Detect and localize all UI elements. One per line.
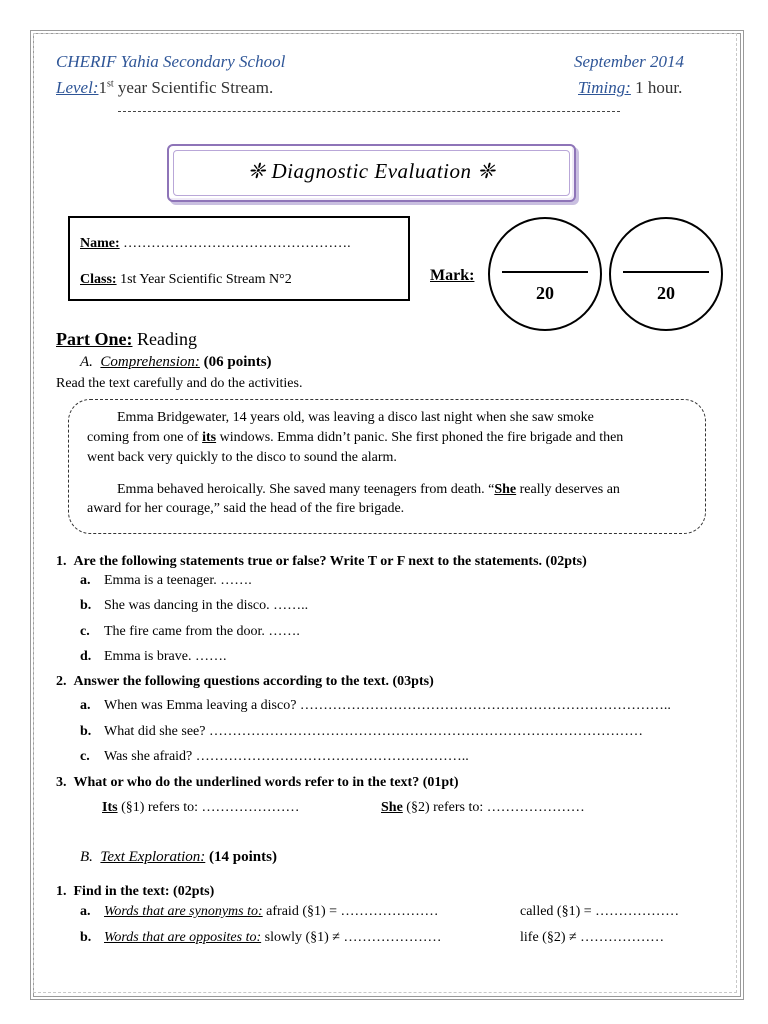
text-p1-line2 — [87, 430, 623, 446]
q2-item-b-label: b. — [80, 724, 92, 739]
title-banner — [167, 144, 576, 202]
question-3-num: 3. — [56, 775, 67, 790]
section-a-heading — [80, 354, 272, 371]
q3-its-word: Its — [102, 800, 118, 815]
part-one-label: Part One: — [56, 329, 133, 349]
header-separator — [118, 111, 620, 112]
question-2 — [56, 674, 434, 690]
q1-item-a[interactable] — [80, 573, 252, 589]
class-value: 1st Year Scientific Stream N°2 — [116, 272, 292, 287]
b-q1-item-a[interactable] — [80, 904, 439, 920]
timing-line — [578, 78, 682, 98]
b-question-1-text: Find in the text: (02pts) — [73, 884, 215, 899]
b-q1-item-b-italic: Words that are opposites to: — [104, 930, 262, 945]
level-line — [56, 78, 273, 98]
name-field[interactable]: …………………………………………. — [119, 236, 351, 251]
text-p1-line2c: windows. Emma didn’t panic. She first phoned the fire brigade and then — [216, 430, 624, 445]
q1-item-c-label: c. — [80, 624, 90, 639]
q1-item-d-label: d. — [80, 649, 92, 664]
question-1-text: Are the following statements true or false? Write T or F next to the statements. (02pts) — [73, 554, 587, 569]
q2-item-b[interactable] — [80, 724, 643, 740]
mark-circle-2 — [609, 217, 723, 331]
q2-item-c-text: Was she afraid? ………………………………………………….. — [104, 749, 469, 764]
question-1 — [56, 554, 587, 570]
section-b-heading — [80, 849, 277, 866]
q1-item-d-text: Emma is brave. ……. — [104, 649, 227, 664]
underlined-she: She — [494, 482, 517, 497]
class-line — [80, 272, 292, 288]
name-label: Name: — [80, 236, 120, 251]
q2-item-a[interactable] — [80, 698, 671, 714]
question-3-text: What or who do the underlined words refer to in the text? (01pt) — [73, 775, 459, 790]
b-q1-item-a-right[interactable]: called (§1) = ……………… — [520, 904, 680, 919]
q1-item-a-text: Emma is a teenager. ……. — [104, 573, 252, 588]
q1-item-c-text: The fire came from the door. ……. — [104, 624, 300, 639]
text-p2-line1c: really deserves an — [516, 482, 620, 497]
level-label: Level: — [56, 78, 99, 97]
q3-she-rest: (§2) refers to: ………………… — [402, 800, 585, 815]
q2-item-c-label: c. — [80, 749, 90, 764]
q2-item-b-text: What did she see? ………………………………………………………………………………… — [104, 724, 643, 739]
question-2-num: 2. — [56, 674, 67, 689]
text-p2-line2: award for her courage,” said the head of the fire brigade. — [87, 501, 405, 516]
b-q1-item-b[interactable] — [80, 930, 441, 946]
section-a-letter: A. — [80, 354, 93, 370]
text-p2-line1a: Emma behaved heroically. She saved many teenagers from death. “ — [117, 482, 495, 497]
section-a-title: Comprehension: — [100, 354, 200, 370]
b-q1-item-a-rest: afraid (§1) = ………………… — [262, 904, 439, 919]
b-q1-item-a-label: a. — [80, 904, 91, 919]
b-question-1-num: 1. — [56, 884, 67, 899]
exam-title: ❈ Diagnostic Evaluation ❈ — [247, 159, 496, 183]
question-1-num: 1. — [56, 554, 67, 569]
q2-item-a-label: a. — [80, 698, 91, 713]
b-q1-item-b-rest: slowly (§1) ≠ ………………… — [261, 930, 442, 945]
q1-item-d[interactable] — [80, 649, 226, 665]
text-p1-line3: went back very quickly to the disco to sound the alarm. — [87, 450, 397, 465]
question-3 — [56, 775, 459, 791]
q1-item-a-label: a. — [80, 573, 91, 588]
q3-she-word: She — [381, 800, 403, 815]
text-p1-line2a: coming from one of — [87, 430, 203, 445]
q1-item-b-text: She was dancing in the disco. …….. — [104, 598, 309, 613]
section-a-instruction: Read the text carefully and do the activities. — [56, 376, 303, 391]
timing-value: 1 hour. — [630, 78, 683, 97]
section-b-letter: B. — [80, 849, 93, 865]
mark-circle-1 — [488, 217, 602, 331]
timing-label: Timing: — [578, 78, 631, 97]
q2-item-a-text: When was Emma leaving a disco? …………………………………………………………………….. — [104, 698, 671, 713]
school-name: CHERIF Yahia Secondary School — [56, 52, 286, 71]
q1-item-b[interactable] — [80, 598, 308, 614]
b-q1-item-b-label: b. — [80, 930, 92, 945]
section-a-points: (06 points) — [199, 354, 272, 370]
section-b-title: Text Exploration: — [100, 849, 206, 865]
q1-item-b-label: b. — [80, 598, 92, 613]
q1-item-c[interactable] — [80, 624, 300, 640]
b-q1-item-a-italic: Words that are synonyms to: — [104, 904, 263, 919]
q3-its-line[interactable] — [102, 800, 300, 816]
mark-denominator-1: 20 — [536, 283, 554, 303]
name-line — [80, 236, 351, 252]
part-one-heading — [56, 329, 197, 350]
underlined-its: its — [202, 430, 217, 445]
q2-item-c[interactable] — [80, 749, 469, 765]
level-value: year Scientific Stream. — [113, 78, 274, 97]
part-one-title: Reading — [132, 329, 197, 349]
q3-its-rest: (§1) refers to: ………………… — [117, 800, 300, 815]
mark-line-2 — [623, 271, 709, 273]
student-info-box — [68, 216, 410, 301]
class-label: Class: — [80, 272, 117, 287]
mark-denominator-2: 20 — [657, 283, 675, 303]
question-2-text: Answer the following questions according to the text. (03pts) — [73, 674, 434, 689]
q3-she-line[interactable] — [381, 800, 585, 816]
mark-label: Mark: — [430, 267, 475, 284]
level-ordinal: 1 — [98, 78, 107, 97]
b-q1-item-b-right[interactable]: life (§2) ≠ ……………… — [520, 930, 665, 945]
mark-line-1 — [502, 271, 588, 273]
text-p1-line1: Emma Bridgewater, 14 years old, was leaving a disco last night when she saw smoke — [117, 410, 594, 425]
exam-date: September 2014 — [574, 52, 685, 71]
level-sup: st — [106, 78, 114, 90]
section-b-points: (14 points) — [205, 849, 277, 865]
b-question-1 — [56, 884, 214, 900]
text-p2-line1 — [117, 482, 620, 498]
